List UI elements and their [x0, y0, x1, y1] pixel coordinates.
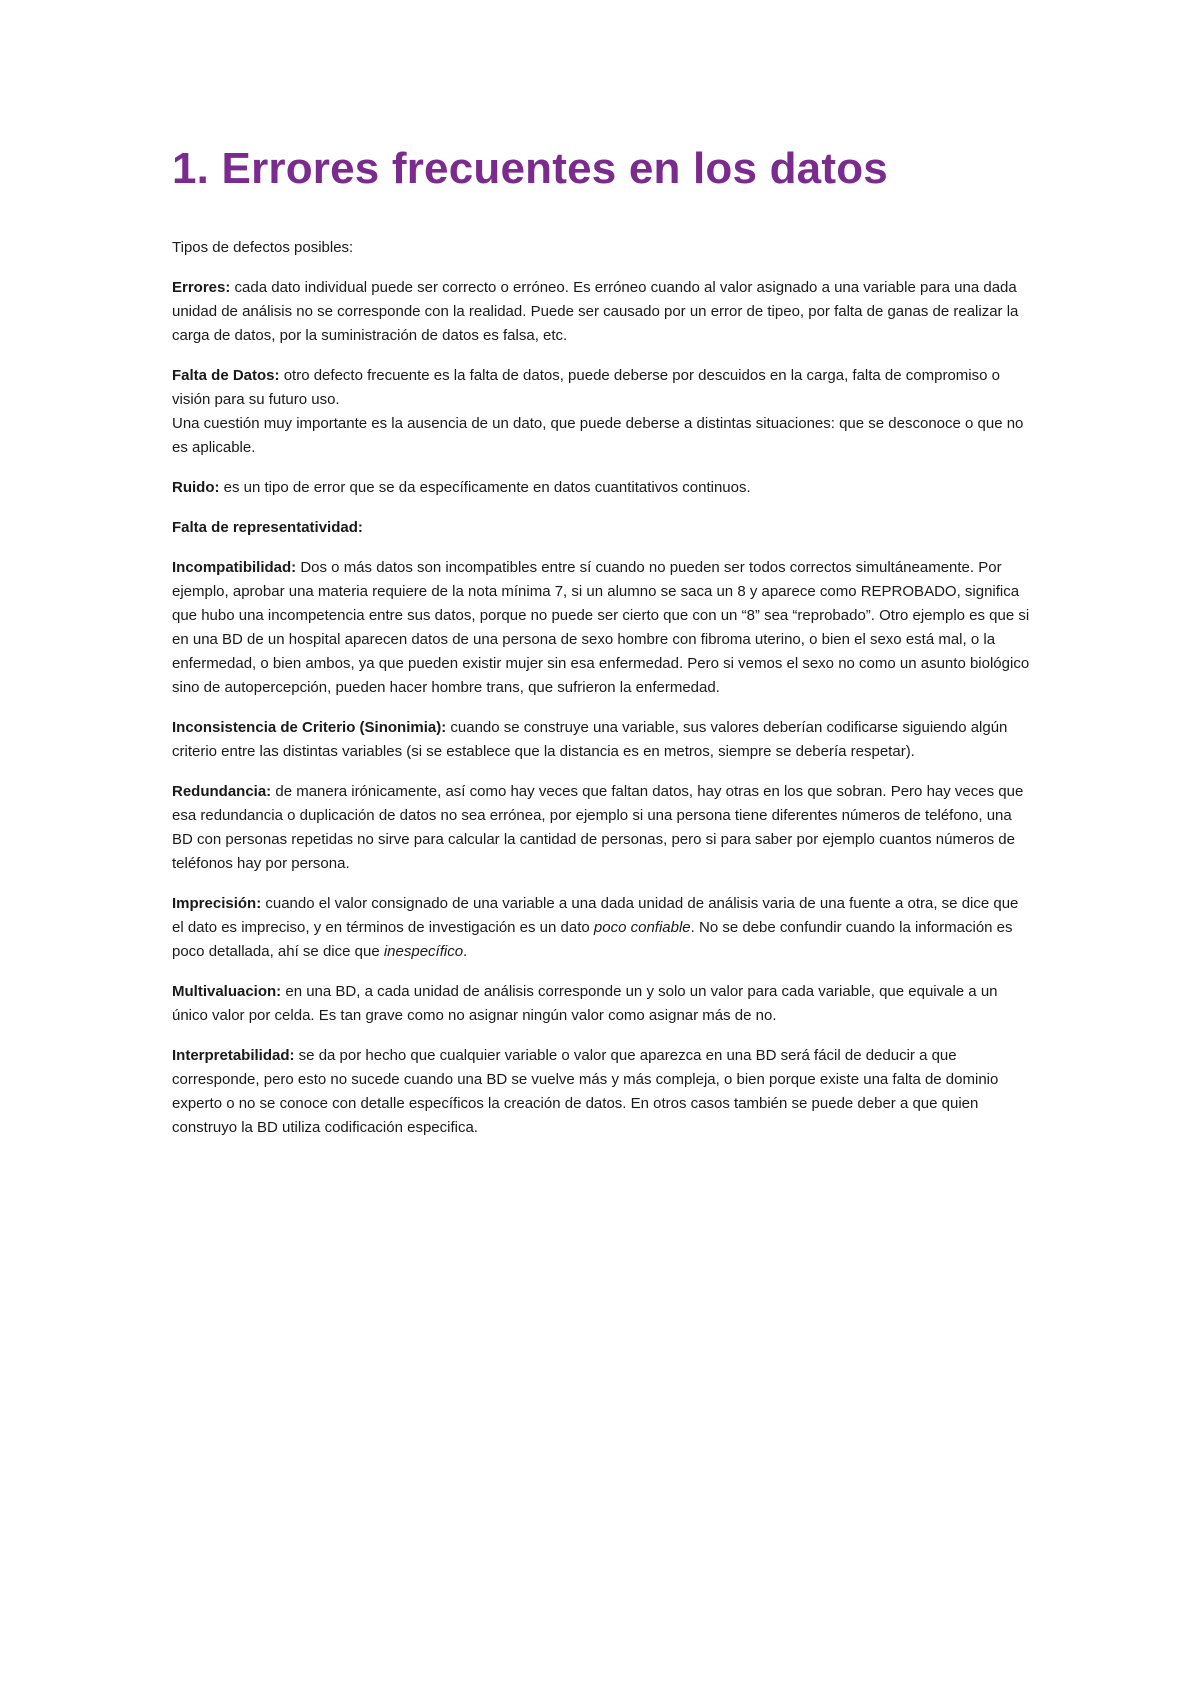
paragraph-representatividad	[172, 516, 1034, 540]
text-multivaluacion: en una BD, a cada unidad de análisis corresponde un y solo un valor para cada variable, que equivale a un único valor por celda. Es tan grave como no asignar ningún valor como asignar más de no.	[172, 983, 998, 1024]
text-falta-datos: otro defecto frecuente es la falta de datos, puede deberse por descuidos en la carga, falta de compromiso o visión para su futuro uso.	[172, 367, 1000, 408]
text-incompatibilidad: Dos o más datos son incompatibles entre sí cuando no pueden ser todos correctos simultáneamente. Por ejemplo, aprobar una materia requiere de la nota mínima 7, si un alumno se saca un 8 y aparece como REPROBADO, significa que hubo una incompetencia entre sus datos, porque no puede ser cierto que con un “8” sea “reprobado”. Otro ejemplo es que si en una BD de un hospital aparecen datos de una persona de sexo hombre con fibroma uterino, o bien el sexo está mal, o la enfermedad, o bien ambos, ya que pueden existir mujer sin esa enfermedad. Pero si vemos el sexo no como un asunto biológico sino de autopercepción, pueden hacer hombre trans, que sufrieron la enfermedad.	[172, 559, 1030, 696]
italic-poco-confiable: poco confiable	[593, 919, 691, 936]
paragraph-ruido	[172, 476, 1034, 500]
document-body	[172, 140, 1034, 1156]
paragraph-incompatibilidad	[172, 556, 1034, 700]
text-imprecision-a: cuando el valor consignado de una variable a una dada unidad de análisis varia de una fuente a otra, se dice que el dato es impreciso, y en términos de investigación es un dato	[172, 895, 1019, 936]
term-errores: Errores:	[172, 279, 231, 296]
text-ruido: es un tipo de error que se da específicamente en datos cuantitativos continuos.	[219, 479, 751, 496]
paragraph-interpretabilidad	[172, 1044, 1034, 1140]
text-imprecision-c: .	[463, 943, 468, 960]
paragraph-inconsistencia	[172, 716, 1034, 764]
text-imprecision-b: . No se debe confundir cuando la información es poco detallada, ahí se dice que	[172, 919, 1013, 960]
term-inconsistencia: Inconsistencia de Criterio (Sinonimia):	[172, 719, 447, 736]
italic-inespecifico: inespecífico	[383, 943, 464, 960]
text-errores: cada dato individual puede ser correcto o erróneo. Es erróneo cuando al valor asignado a una variable para una dada unidad de análisis no se corresponde con la realidad. Puede ser causado por un error de tipeo, por falta de ganas de realizar la carga de datos, por la suministración de datos es falsa, etc.	[172, 279, 1019, 344]
paragraph-redundancia	[172, 780, 1034, 876]
paragraph-errores	[172, 276, 1034, 348]
term-ruido: Ruido:	[172, 479, 220, 496]
page-title: 1. Errores frecuentes en los datos	[172, 144, 888, 193]
paragraph-falta-datos	[172, 364, 1034, 460]
paragraph-imprecision	[172, 892, 1034, 964]
text-redundancia: de manera irónicamente, así como hay veces que faltan datos, hay otras en los que sobran. Pero hay veces que esa redundancia o duplicación de datos no sea errónea, por ejemplo si una persona tiene diferentes números de teléfono, una BD con personas repetidas no sirve para calcular la cantidad de personas, pero si para saber por ejemplo cuantos números de teléfonos hay por persona.	[172, 783, 1024, 872]
text-falta-datos-line2: Una cuestión muy importante es la ausencia de un dato, que puede deberse a distintas situaciones: que se desconoce o que no es aplicable.	[172, 415, 1024, 456]
term-imprecision: Imprecisión:	[172, 895, 262, 912]
term-falta-datos: Falta de Datos:	[172, 367, 280, 384]
term-incompatibilidad: Incompatibilidad:	[172, 559, 297, 576]
text-interpretabilidad: se da por hecho que cualquier variable o valor que aparezca en una BD será fácil de deducir a que corresponde, pero esto no sucede cuando una BD se vuelve más y más compleja, o bien porque existe una falta de dominio experto o no se conoce con detalle específicos la creación de datos. En otros casos también se puede deber a que quien construyo la BD utiliza codificación especifica.	[172, 1047, 999, 1136]
term-representatividad: Falta de representatividad:	[172, 519, 363, 536]
paragraph-multivaluacion	[172, 980, 1034, 1028]
term-redundancia: Redundancia:	[172, 783, 272, 800]
term-interpretabilidad: Interpretabilidad:	[172, 1047, 295, 1064]
term-multivaluacion: Multivaluacion:	[172, 983, 282, 1000]
intro-text: Tipos de defectos posibles:	[172, 239, 354, 256]
text-inconsistencia: cuando se construye una variable, sus valores deberían codificarse siguiendo algún criterio entre las distintas variables (si se establece que la distancia es en metros, siempre se debería respetar).	[172, 719, 1008, 760]
